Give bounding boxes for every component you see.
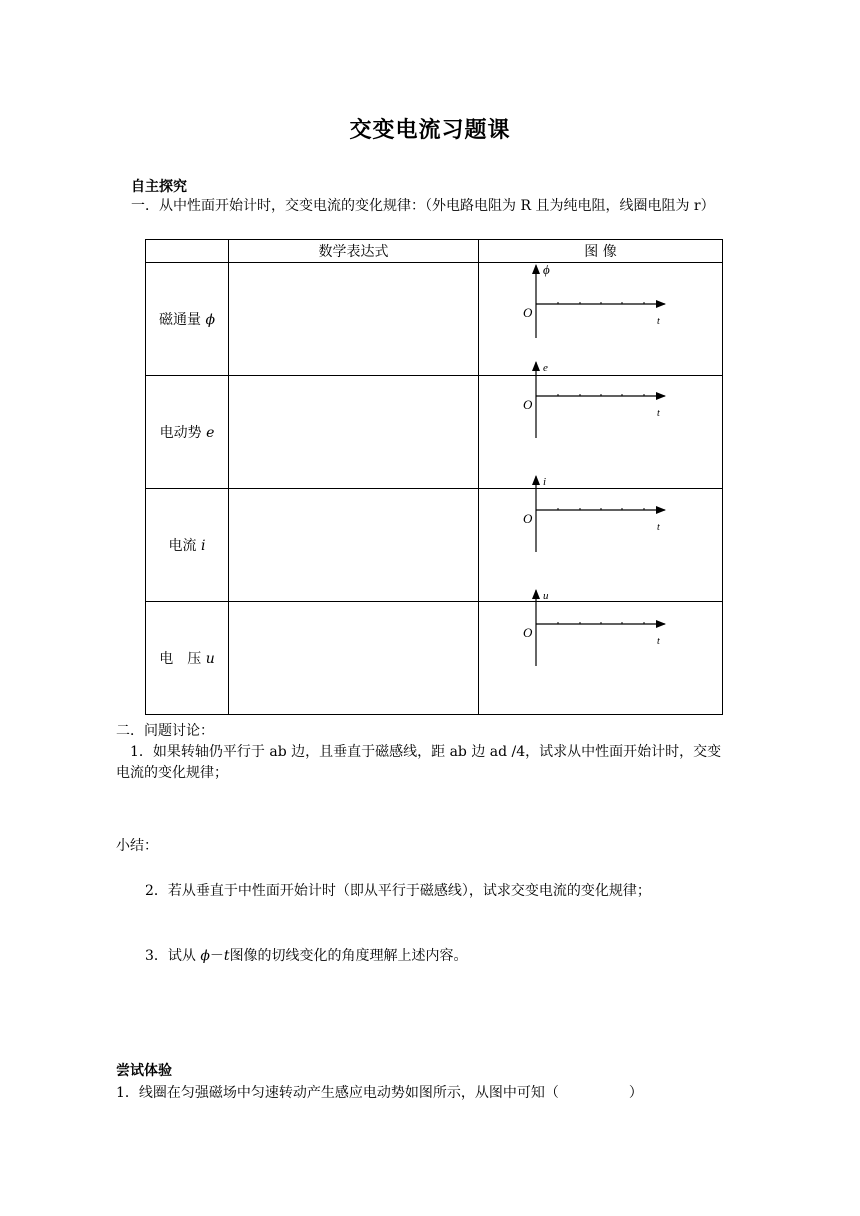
x-axis-label: t [657,636,660,647]
y-axis-label: i [543,476,547,488]
y-axis-label: e [543,362,548,374]
row-label-symbol: ϕ [205,312,215,328]
x-axis-label: t [657,316,660,327]
table-header-expression: 数学表达式 [229,240,479,263]
origin-label: O [523,397,533,412]
item3-t-symbol: t [223,948,230,964]
trial-question-1: 1．线圈在匀强磁场中匀速转动产生感应电动势如图所示，从图中可知（ ） [116,1085,643,1101]
row-label-text: 电动势 [159,425,202,441]
page-title: 交变电流习题课 [349,117,511,143]
row-label-symbol: u [205,651,215,667]
x-axis-label: t [657,522,660,533]
origin-label: O [523,305,533,320]
row-label-text: 磁通量 [159,312,201,328]
discussion-item-3 [145,945,468,965]
section-heading-trial: 尝试体验 [116,1063,172,1079]
origin-label: O [523,511,533,526]
axes-emf [523,362,665,438]
item3-suffix: 图像的切线变化的角度理解上述内容。 [229,948,468,964]
row-label-text: 电流 [168,538,197,554]
x-axis-label: t [657,408,660,419]
item3-prefix: 3．试从 [145,948,196,964]
item3-dash: － [209,948,224,964]
discussion-item-2: 2．若从垂直于中性面开始计时（即从平行于磁感线），试求交变电流的变化规律； [145,883,651,899]
y-axis-label: u [543,590,549,602]
axes-voltage [523,590,665,666]
row-label-symbol: e [206,425,215,441]
discussion-item-1: 1．如果转轴仍平行于 ab 边，且垂直于磁感线，距 ab 边 ad /4，试求从中性面开始计时，交变电流的变化规律； [116,744,722,781]
discussion-heading: 二．问题讨论： [116,723,214,739]
summary-label: 小结： [116,838,158,854]
item3-phi-symbol: ϕ [200,948,210,964]
question-1-intro: 一．从中性面开始计时，交变电流的变化规律：（外电路电阻为 R 且为纯电阻，线圈电阻为 r） [131,198,715,214]
section-heading-self-explore: 自主探究 [131,179,187,195]
row-label-text: 电 压 [159,651,202,667]
axes-current [523,476,665,552]
y-axis-label: ϕ [543,262,550,277]
origin-label: O [523,625,533,640]
axes-flux [523,262,665,338]
row-label-symbol: i [200,538,206,554]
table-header-graph: 图 像 [479,240,723,263]
